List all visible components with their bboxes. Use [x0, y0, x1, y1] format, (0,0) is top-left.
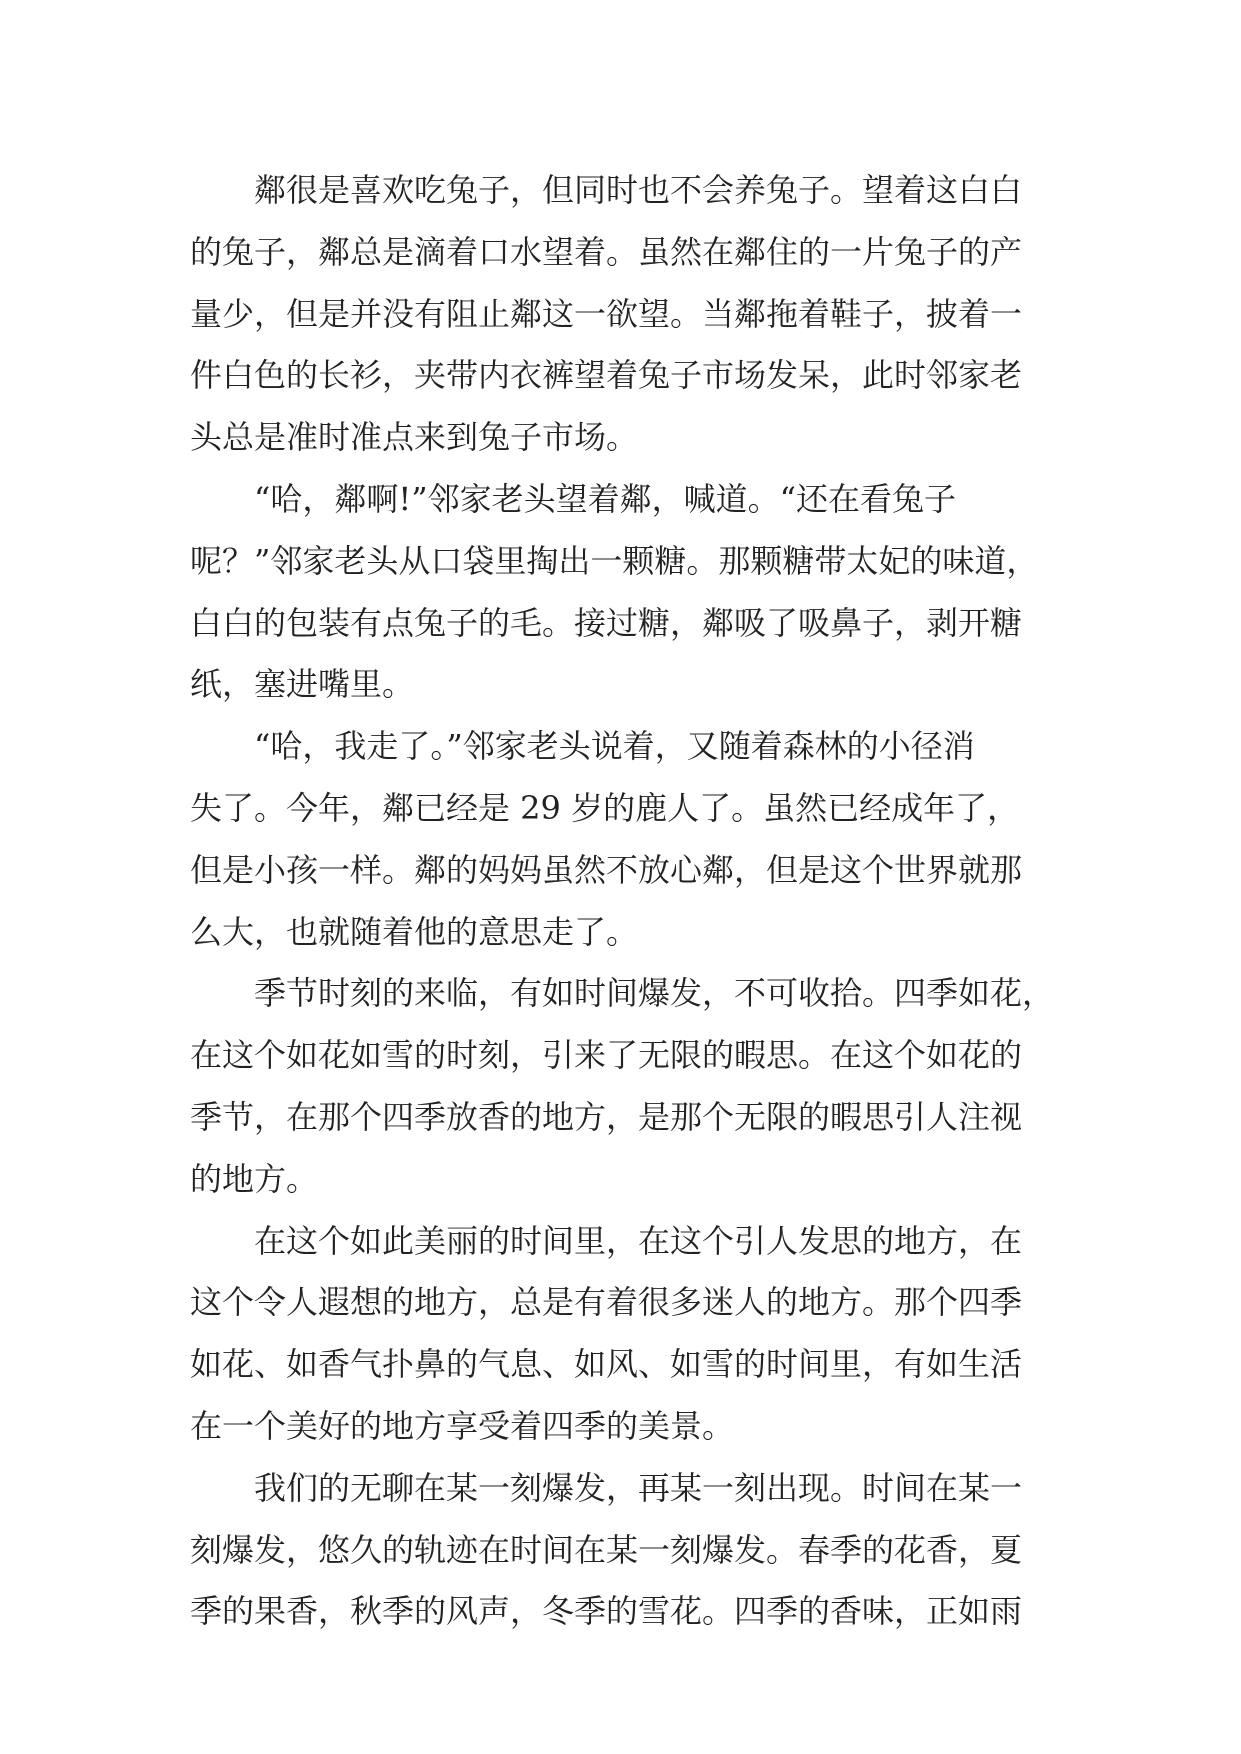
paragraph — [190, 963, 1055, 1210]
paragraph — [190, 1211, 1052, 1458]
text-line: 量少，但是并没有阻止鄰这一欲望。当鄰拖着鞋子，披着一 — [190, 294, 1023, 333]
text-line: 但是小孩一样。鄰的妈妈虽然不放心鄰，但是这个世界就那 — [190, 850, 1023, 889]
text-line: 季节时刻的来临，有如时间爆发，不可收拾。四季如花， — [254, 974, 1055, 1013]
paragraph — [190, 469, 1052, 716]
paragraph — [190, 716, 1052, 963]
text-line: 我们的无聊在某一刻爆发，再某一刻出现。时间在某一 — [254, 1468, 1023, 1507]
text-line: 鄰很是喜欢吃兔子，但同时也不会养兔子。望着这白白 — [254, 171, 1023, 209]
text-line: 白白的包装有点兔子的毛。接过糖，鄰吸了吸鼻子，剥开糖 — [190, 603, 1023, 642]
text-line: 么大，也就随着他的意思走了。 — [190, 912, 639, 951]
text-line: 的兔子，鄰总是滴着口水望着。虽然在鄰住的一片兔子的产 — [190, 232, 1023, 271]
text-line: “哈，鄰啊!”邻家老头望着鄰，喊道。“还在看兔子 — [254, 479, 956, 518]
text-line: 呢？”邻家老头从口袋里掏出一颗糖。那颗糖带太妃的味道， — [190, 541, 1039, 580]
document-body — [190, 160, 1055, 1643]
text-line: 头总是准时准点来到兔子市场。 — [190, 418, 639, 457]
text-line: 的地方。 — [190, 1159, 319, 1198]
text-line: 刻爆发，悠久的轨迹在时间在某一刻爆发。春季的花香，夏 — [190, 1530, 1023, 1569]
text-line: 季节，在那个四季放香的地方，是那个无限的暇思引人注视 — [190, 1097, 1023, 1136]
text-line: 季的果香，秋季的风声，冬季的雪花。四季的香味，正如雨 — [190, 1592, 1023, 1631]
text-line: 失了。今年，鄰已经是 29 岁的鹿人了。虽然已经成年了， — [190, 788, 1020, 827]
paragraph — [190, 1458, 1052, 1643]
paragraph — [190, 160, 1052, 469]
text-line: 在这个如此美丽的时间里，在这个引人发思的地方，在 — [254, 1221, 1023, 1260]
text-line: 如花、如香气扑鼻的气息、如风、如雪的时间里，有如生活 — [190, 1345, 1023, 1384]
text-line: 这个令人遐想的地方，总是有着很多迷人的地方。那个四季 — [190, 1283, 1023, 1322]
text-line: 在一个美好的地方享受着四季的美景。 — [190, 1406, 735, 1445]
text-line: 纸，塞进嘴里。 — [190, 665, 415, 704]
text-line: “哈，我走了。”邻家老头说着，又随着森林的小径消 — [254, 727, 975, 766]
text-line: 在这个如花如雪的时刻，引来了无限的暇思。在这个如花的 — [190, 1036, 1023, 1075]
text-line: 件白色的长衫，夹带内衣裤望着兔子市场发呆，此时邻家老 — [190, 356, 1023, 395]
